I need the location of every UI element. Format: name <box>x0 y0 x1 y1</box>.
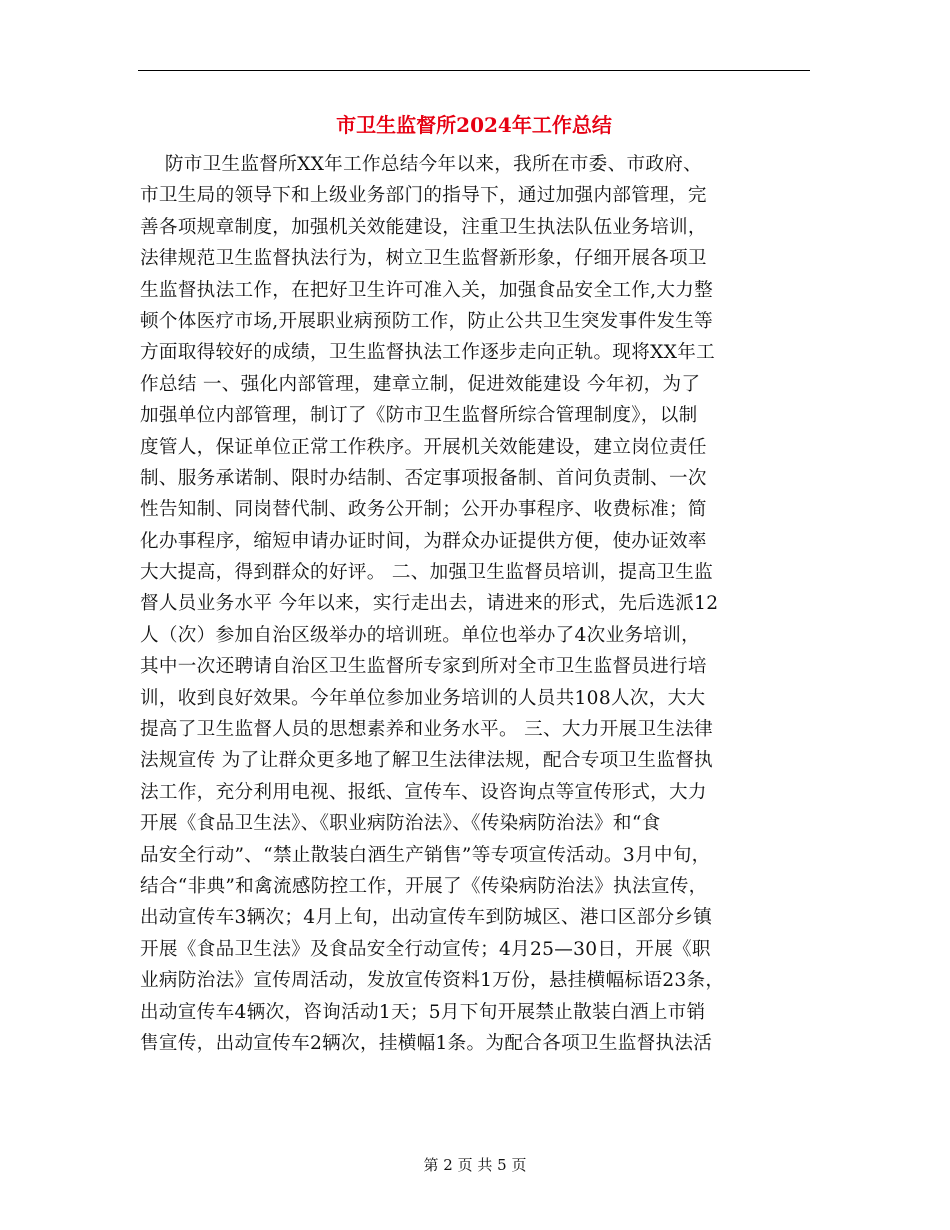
body-line: 度管人，保证单位正常工作秩序。开展机关效能建设，建立岗位责任 <box>140 436 707 458</box>
body-line: 作总结 一、强化内部管理，建章立制，促进效能建设 今年初，为了 <box>140 373 701 395</box>
body-line: 法工作，充分利用电视、报纸、宣传车、设咨询点等宣传形式，大力 <box>140 781 707 803</box>
header-rule <box>138 70 810 71</box>
body-line: 提高了卫生监督人员的思想素养和业务水平。 三、大力开展卫生法律 <box>140 719 714 741</box>
body-line: 化办事程序，缩短申请办证时间，为群众办证提供方便，使办证效率 <box>140 530 707 552</box>
body-line: 出动宣传车3辆次；4月上旬，出动宣传车到防城区、港口区部分乡镇 <box>140 907 713 929</box>
body-line: 训，收到良好效果。今年单位参加业务培训的人员共108人次，大大 <box>140 687 706 709</box>
body-line: 顿个体医疗市场,开展职业病预防工作，防止公共卫生突发事件发生等 <box>140 310 714 332</box>
body-line: 售宣传，出动宣传车2辆次，挂横幅1条。为配合各项卫生监督执法活 <box>140 1032 713 1054</box>
body-line: 防市卫生监督所XX年工作总结今年以来，我所在市委、市政府、 <box>140 154 703 175</box>
body-line: 法规宣传 为了让群众更多地了解卫生法律法规，配合专项卫生监督执 <box>140 750 714 772</box>
body-line: 方面取得较好的成绩，卫生监督执法工作逐步走向正轨。现将XX年工 <box>140 342 715 364</box>
body-line: 开展《食品卫生法》、《职业病防治法》、《传染病防治法》和“食 <box>140 813 661 835</box>
body-line: 其中一次还聘请自治区卫生监督所专家到所对全市卫生监督员进行培 <box>140 656 707 678</box>
body-line: 善各项规章制度，加强机关效能建设，注重卫生执法队伍业务培训， <box>140 216 707 238</box>
body-line: 出动宣传车4辆次，咨询活动1天；5月下旬开展禁止散装白酒上市销 <box>140 1001 706 1023</box>
document-title: 市卫生监督所2024年工作总结 <box>336 113 612 137</box>
body-line: 开展《食品卫生法》及食品安全行动宣传；4月25—30日，开展《职 <box>140 938 711 960</box>
document-body <box>140 149 840 1059</box>
body-line: 加强单位内部管理，制订了《防市卫生监督所综合管理制度》，以制 <box>140 405 698 427</box>
body-line: 业病防治法》宣传周活动，发放宣传资料1万份，悬挂横幅标语23条， <box>140 970 725 992</box>
body-line: 生监督执法工作，在把好卫生许可准入关，加强食品安全工作,大力整 <box>140 279 714 301</box>
body-line: 制、服务承诺制、限时办结制、否定事项报备制、首问负责制、一次 <box>140 467 707 489</box>
body-line: 人（次）参加自治区级举办的培训班。单位也举办了4次业务培训， <box>140 624 701 646</box>
body-line: 大大提高，得到群众的好评。 二、加强卫生监督员培训，提高卫生监 <box>140 562 714 584</box>
body-line: 结合“非典”和禽流感防控工作，开展了《传染病防治法》执法宣传， <box>140 875 708 897</box>
body-line: 市卫生局的领导下和上级业务部门的指导下，通过加强内部管理，完 <box>140 185 707 207</box>
body-line: 性告知制、同岗替代制、政务公开制；公开办事程序、收费标准；简 <box>140 499 707 521</box>
body-line: 法律规范卫生监督执法行为，树立卫生监督新形象，仔细开展各项卫 <box>140 248 707 270</box>
body-line: 督人员业务水平 今年以来，实行走出去，请进来的形式，先后选派12 <box>140 593 719 615</box>
page-indicator: 第 2 页 共 5 页 <box>423 1156 527 1174</box>
body-line: 品安全行动”、“禁止散装白酒生产销售”等专项宣传活动。3月中旬， <box>140 844 711 866</box>
